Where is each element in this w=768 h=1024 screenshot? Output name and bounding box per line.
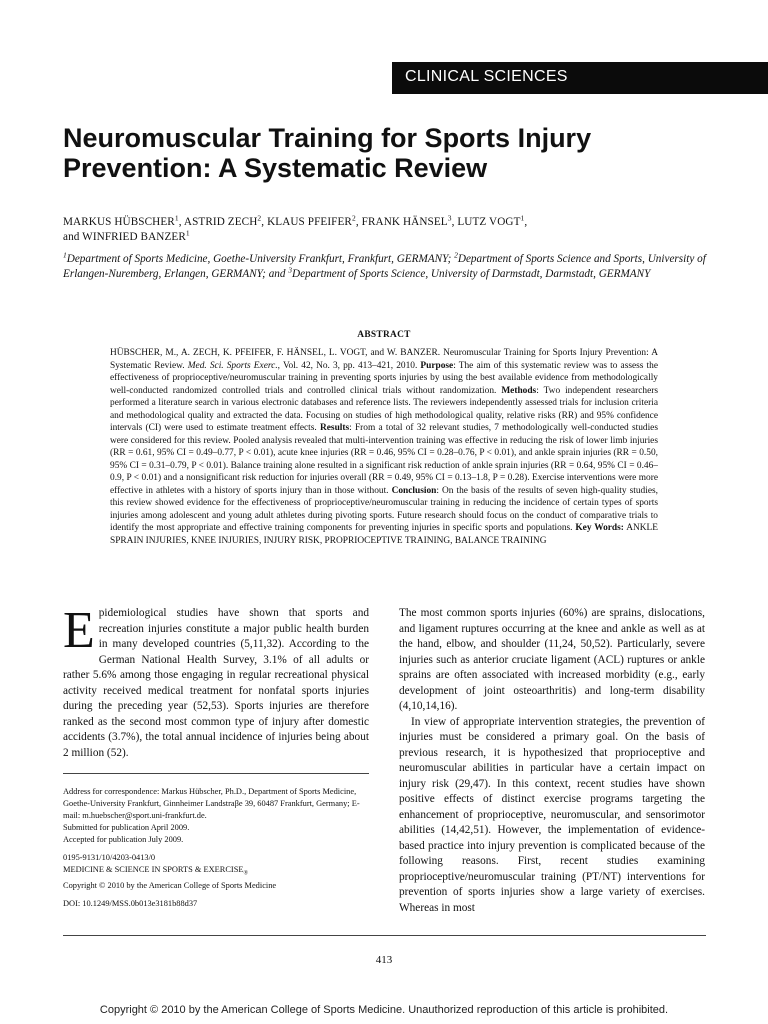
author-name: WINFRIED BANZER (82, 231, 186, 243)
correspondence-note: Address for correspondence: Markus Hübscher, Ph.D., Department of Sports Medicine, Goethe-University Frankfurt, Ginnheimer Landstraβe 39, 60487 Frankfurt, Germany; E-mail: m.huebscher@sport.uni-frankfurt.de. (63, 787, 360, 820)
results-label: Results (319, 423, 350, 433)
accepted-date: Accepted for publication July 2009. (63, 835, 184, 844)
body-paragraph: The most common sports injuries (60%) are sprains, dislocations, and ligament ruptures occurring at the knee and ankle as well as at the hand, elbow, and shoulder (11,24, 50,52). Particularly, severe injuries such as anterior cruciate ligament (ACL) ruptures or ankle sprains are often associated with increased morbidity (e.g., early development of joint osteoarthritis) and long-term disability (4,10,14,16). (399, 607, 705, 712)
author-affiliation-mark: 2 (257, 213, 262, 223)
author-name: ASTRID ZECH (183, 216, 258, 228)
author-name: FRANK HÄNSEL (361, 216, 448, 228)
abstract-body (110, 347, 658, 547)
author-list: MARKUS HÜBSCHER$^1$, ASTRID ZECH$^2$, KLAUS PFEIFER$^2$, FRANK HÄNSEL$^3$, LUTZ VOGT$^1$, and WINFRIED BANZER$^1$ (63, 213, 528, 243)
submitted-date: Submitted for publication April 2009. (63, 823, 190, 832)
methods-label: Methods (501, 385, 537, 396)
conclusion-label: Conclusion (391, 485, 437, 496)
abstract-citation: HÜBSCHER, M., A. ZECH, K. PFEIFER, F. HÄNSEL, L. VOGT, and W. BANZER. Neuromuscular Training for Sports Injury Prevention: A Systematic Review. (110, 348, 658, 371)
drop-cap: E (63, 602, 95, 659)
title-line-2: Prevention: A Systematic Review (63, 153, 488, 183)
abstract-heading: ABSTRACT (357, 330, 411, 340)
author-affiliation-mark: 3 (447, 213, 452, 223)
registered-mark: ® (243, 870, 249, 877)
article-title (63, 123, 723, 183)
issn: 0195-9131/10/4203-0413/0 (63, 853, 156, 862)
copyright-line: Copyright © 2010 by the American College of Sports Medicine (63, 880, 277, 890)
section-banner (392, 62, 768, 94)
section-label: CLINICAL SCIENCES (405, 68, 568, 85)
footnote-divider (63, 773, 369, 774)
author-name: LUTZ VOGT (457, 216, 521, 228)
purpose-label: Purpose (420, 360, 454, 371)
methods-text: : Two independent researchers performed a literature search in various electronic databases and reference lists. The reviewers independently assessed trials for inclusion criteria and methodological quality and extracted the data. Focusing on studies of high methodological quality, relative risks (RR) and 95% confidence intervals (CI) were used to estimate treatment effects. (110, 385, 659, 433)
keywords-label: Key Words: (575, 523, 624, 533)
bottom-divider (63, 935, 706, 936)
purpose-text: : The aim of this systematic review was to assess the effectiveness of proprioceptive/neuromuscular training in preventing sports injuries by using the best available evidence from methodologically well-conducted randomized controlled trials and controlled clinical trials without randomization. (110, 360, 659, 396)
affiliation-text: Department of Sports Medicine, Goethe-University Frankfurt, Frankfurt, GERMANY; (66, 253, 452, 265)
page-number: 413 (375, 954, 393, 966)
doi[interactable]: DOI: 10.1249/MSS.0b013e3181b88d37 (63, 898, 198, 908)
affiliation-number: 3 (288, 264, 293, 274)
journal-name: MEDICINE & SCIENCE IN SPORTS & $EXERCISE_®$ (63, 865, 249, 877)
volume-info: , Vol. 42, No. 3, pp. 413–421, 2010. (277, 360, 418, 371)
conclusion-text: : On the basis of the results of seven high-quality studies, this review showed evidence for the effectiveness of proprioceptive/neuromuscular training in reducing the incidence of certain types of sports injuries among adolescent and young adult athletes during pivoting sports. Future research should focus on the conduct of comparative trials to identify the most appropriate and effective training components for preventing injuries in specific sports and populations. (110, 485, 658, 533)
affiliation-text: Department of Sports Science and Sports, University of Erlangen-Nuremberg, Erlangen, GERMANY; and (63, 253, 706, 280)
author-affiliation-mark: 2 (352, 213, 356, 223)
affiliation-number: 2 (454, 250, 458, 260)
footnotes (63, 786, 369, 910)
affiliation-number: 1 (63, 250, 67, 260)
affiliations (63, 252, 713, 281)
author-affiliation-mark: 1 (185, 228, 190, 238)
intro-paragraph: pidemiological studies have shown that sports and recreation injuries constitute a major public health burden in many developed countries (5,11,32). According to the German National Health Survey, 3.1% of all adults or rather 5.6% among those engaging in regular recreational physical activity received medical treatment for nonfatal sports injuries during the preceding year (52,53). Sports injuries are therefore ranked as the second most common type of injury after domestic accidents (3.7%), the total annual incidence of injuries being about 2 million (52). (63, 607, 369, 759)
title-line-1: Neuromuscular Training for Sports Injury (63, 123, 592, 153)
author-name: KLAUS PFEIFER (267, 216, 352, 228)
copyright-notice: Copyright © 2010 by the American College of Sports Medicine. Unauthorized reproduction of this article is prohibited. (99, 1004, 669, 1016)
author-affiliation-mark: 1 (520, 213, 525, 223)
affiliation-text: Department of Sports Science, University of Darmstadt, Darmstadt, GERMANY (292, 267, 651, 280)
body-paragraph: In view of appropriate intervention strategies, the prevention of injuries must be considered a primary goal. On the basis of previous research, it is hypothesized that proprioceptive and neuromuscular abilities in particular have a certain impact on injury risk (29,47). In this context, recent studies have shown positive effects of distinct exercise programs targeting the enhancement of proprioceptive, neuromuscular, and sensorimotor abilities (14,42,51). However, the implementation of evidence-based practice into injury prevention is complicated because of the following reasons. First, recent studies examining proprioceptive/neuromuscular training (PT/NT) interventions for prevention of sports injuries show a large variety of exercises. Whereas in most (399, 715, 705, 914)
journal-abbrev: Med. Sci. Sports Exerc. (187, 360, 278, 371)
body-column-left (63, 602, 369, 761)
author-name: MARKUS HÜBSCHER (63, 216, 175, 228)
results-text: : From a total of 32 relevant studies, 7 methodologically well-conducted studies were considered for this review. Pooled analysis revealed that multi-intervention training was effective in reducing the risk of lower limb injuries (RR = 0.61, 95% CI = 0.49–0.77, P < 0.01), acute knee injuries (RR = 0.46, 95% CI = 0.28–0.76, P < 0.01), and ankle sprain injuries (RR = 0.50, 95% CI = 0.31–0.79, P < 0.01). Balance training alone resulted in a significant risk reduction of ankle sprain injuries (RR = 0.64, 95% CI = 0.46–0.9, P < 0.01) and a nonsignificant risk reduction for injuries overall (RR = 0.49, 95% CI = 0.13–1.8, P = 0.28). Exercise interventions were more effective in athletes with a history of sports injury than in those without. (110, 423, 658, 496)
body-column-right (399, 606, 705, 916)
keywords-text: ANKLE SPRAIN INJURIES, KNEE INJURIES, INJURY RISK, PROPRIOCEPTIVE TRAINING, BALANCE TRAINING (110, 523, 659, 546)
author-affiliation-mark: 1 (174, 213, 179, 223)
